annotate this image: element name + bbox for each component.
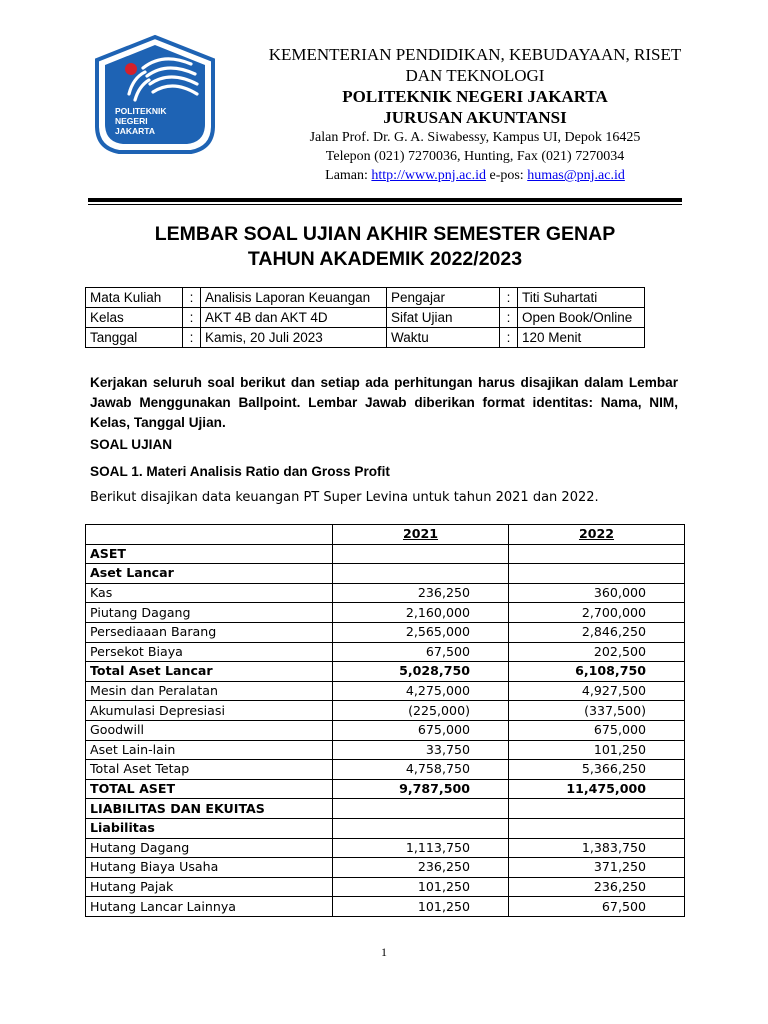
info-value: Open Book/Online [518,308,645,328]
info-label: Waktu [387,328,500,348]
value-2022: 360,000 [509,583,685,603]
info-colon: : [183,288,201,308]
email-link[interactable]: humas@pnj.ac.id [527,168,625,183]
exam-title-line-2: TAHUN AKADEMIK 2022/2023 [247,248,523,270]
table-row [86,760,685,780]
header-blank [86,525,333,545]
row-label: Total Aset Lancar [86,662,333,682]
row-label: Persekot Biaya [86,642,333,662]
table-row [86,564,685,584]
table-row [86,740,685,760]
info-label: Tanggal [86,328,183,348]
phone: Telepon (021) 7270036, Hunting, Fax (021) 7270034 [325,149,625,164]
table-row [86,642,685,662]
ministry-line-2: DAN TEKNOLOGI [405,66,545,85]
value-2021 [333,818,509,838]
value-2022: 202,500 [509,642,685,662]
info-colon: : [500,328,518,348]
info-row [86,288,645,308]
value-2021: 4,275,000 [333,681,509,701]
row-label: Hutang Lancar Lainnya [86,897,333,917]
row-label: Kas [86,583,333,603]
row-label: Akumulasi Depresiasi [86,701,333,721]
row-label: Aset Lancar [86,564,333,584]
table-row [86,701,685,721]
financial-table [85,524,685,917]
institution-name: POLITEKNIK NEGERI JAKARTA [342,87,608,106]
value-2022: 6,108,750 [509,662,685,682]
value-2021: 5,028,750 [333,662,509,682]
value-2021: 4,758,750 [333,760,509,780]
section-title: SOAL UJIAN [90,437,173,452]
value-2021: 236,250 [333,583,509,603]
info-label: Pengajar [387,288,500,308]
value-2021: 101,250 [333,877,509,897]
header-divider-thick [88,198,682,202]
value-2022: 101,250 [509,740,685,760]
page-number: 1 [381,945,387,959]
value-2022 [509,818,685,838]
row-label: Liabilitas [86,818,333,838]
email-label: e-pos: [489,168,524,183]
info-value: Analisis Laporan Keuangan [201,288,387,308]
row-label: Mesin dan Peralatan [86,681,333,701]
value-2021 [333,799,509,819]
value-2022: 2,846,250 [509,622,685,642]
value-2021 [333,564,509,584]
ministry-line-1: KEMENTERIAN PENDIDIKAN, KEBUDAYAAN, RISET [268,45,682,64]
table-row [86,838,685,858]
info-colon: : [183,328,201,348]
info-colon: : [500,308,518,328]
info-row [86,328,645,348]
header-divider-thin [88,204,682,205]
value-2022: (337,500) [509,701,685,721]
logo-text-3: JAKARTA [115,126,155,136]
value-2022: 371,250 [509,858,685,878]
table-row [86,681,685,701]
row-label: LIABILITAS DAN EKUITAS [86,799,333,819]
table-row [86,818,685,838]
value-2022 [509,799,685,819]
value-2022 [509,564,685,584]
row-label: Piutang Dagang [86,603,333,623]
value-2022: 11,475,000 [509,779,685,799]
letterhead [220,44,730,185]
question-1-title: SOAL 1. Materi Analisis Ratio dan Gross Profit [90,464,390,479]
contact-line [220,167,730,185]
value-2021: 2,565,000 [333,622,509,642]
website-link[interactable]: http://www.pnj.ac.id [371,168,486,183]
table-row [86,603,685,623]
logo-text-1: POLITEKNIK [115,106,167,116]
value-2021: 67,500 [333,642,509,662]
address: Jalan Prof. Dr. G. A. Siwabessy, Kampus UI, Depok 16425 [309,130,641,145]
info-value: Kamis, 20 Juli 2023 [201,328,387,348]
value-2021: 9,787,500 [333,779,509,799]
value-2022: 2,700,000 [509,603,685,623]
value-2021: 2,160,000 [333,603,509,623]
row-label: Aset Lain-lain [86,740,333,760]
info-value: Titi Suhartati [518,288,645,308]
info-colon: : [500,288,518,308]
value-2021: 33,750 [333,740,509,760]
row-label: Hutang Dagang [86,838,333,858]
table-row [86,877,685,897]
value-2022: 5,366,250 [509,760,685,780]
table-row [86,720,685,740]
row-label: Total Aset Tetap [86,760,333,780]
value-2022 [509,544,685,564]
financial-table-body [86,544,685,916]
value-2021: 101,250 [333,897,509,917]
row-label: ASET [86,544,333,564]
table-row [86,622,685,642]
info-label: Mata Kuliah [86,288,183,308]
row-label: Hutang Biaya Usaha [86,858,333,878]
pnj-logo [93,34,217,158]
exam-title [88,222,682,272]
table-row [86,858,685,878]
row-label: Goodwill [86,720,333,740]
table-row [86,544,685,564]
table-row [86,779,685,799]
value-2022: 67,500 [509,897,685,917]
info-value: 120 Menit [518,328,645,348]
table-row [86,662,685,682]
row-label: Persediaaan Barang [86,622,333,642]
info-label: Kelas [86,308,183,328]
web-label: Laman: [325,168,368,183]
exam-info-table [85,287,645,348]
financial-table-header [86,525,685,545]
info-row [86,308,645,328]
exam-title-line-1: LEMBAR SOAL UJIAN AKHIR SEMESTER GENAP [154,223,616,245]
value-2022: 236,250 [509,877,685,897]
header-year-2021: 2021 [333,525,509,545]
row-label: Hutang Pajak [86,877,333,897]
value-2021: 675,000 [333,720,509,740]
value-2022: 1,383,750 [509,838,685,858]
value-2021: 1,113,750 [333,838,509,858]
value-2021 [333,544,509,564]
value-2021: 236,250 [333,858,509,878]
question-1-intro: Berikut disajikan data keuangan PT Super Levina untuk tahun 2021 dan 2022. [90,490,599,505]
table-row [86,799,685,819]
info-colon: : [183,308,201,328]
logo-text-2: NEGERI [115,116,148,126]
instructions: Kerjakan seluruh soal berikut dan setiap ada perhitungan harus disajikan dalam Lembar Jawab Menggunakan Ballpoint. Lembar Jawab diberikan format identitas: Nama, NIM, Kelas, Tanggal Ujian. [90,375,678,430]
table-row [86,583,685,603]
value-2022: 675,000 [509,720,685,740]
table-row [86,897,685,917]
info-label: Sifat Ujian [387,308,500,328]
department-name: JURUSAN AKUNTANSI [383,108,567,127]
value-2021: (225,000) [333,701,509,721]
value-2022: 4,927,500 [509,681,685,701]
info-value: AKT 4B dan AKT 4D [201,308,387,328]
header-year-2022: 2022 [509,525,685,545]
row-label: TOTAL ASET [86,779,333,799]
